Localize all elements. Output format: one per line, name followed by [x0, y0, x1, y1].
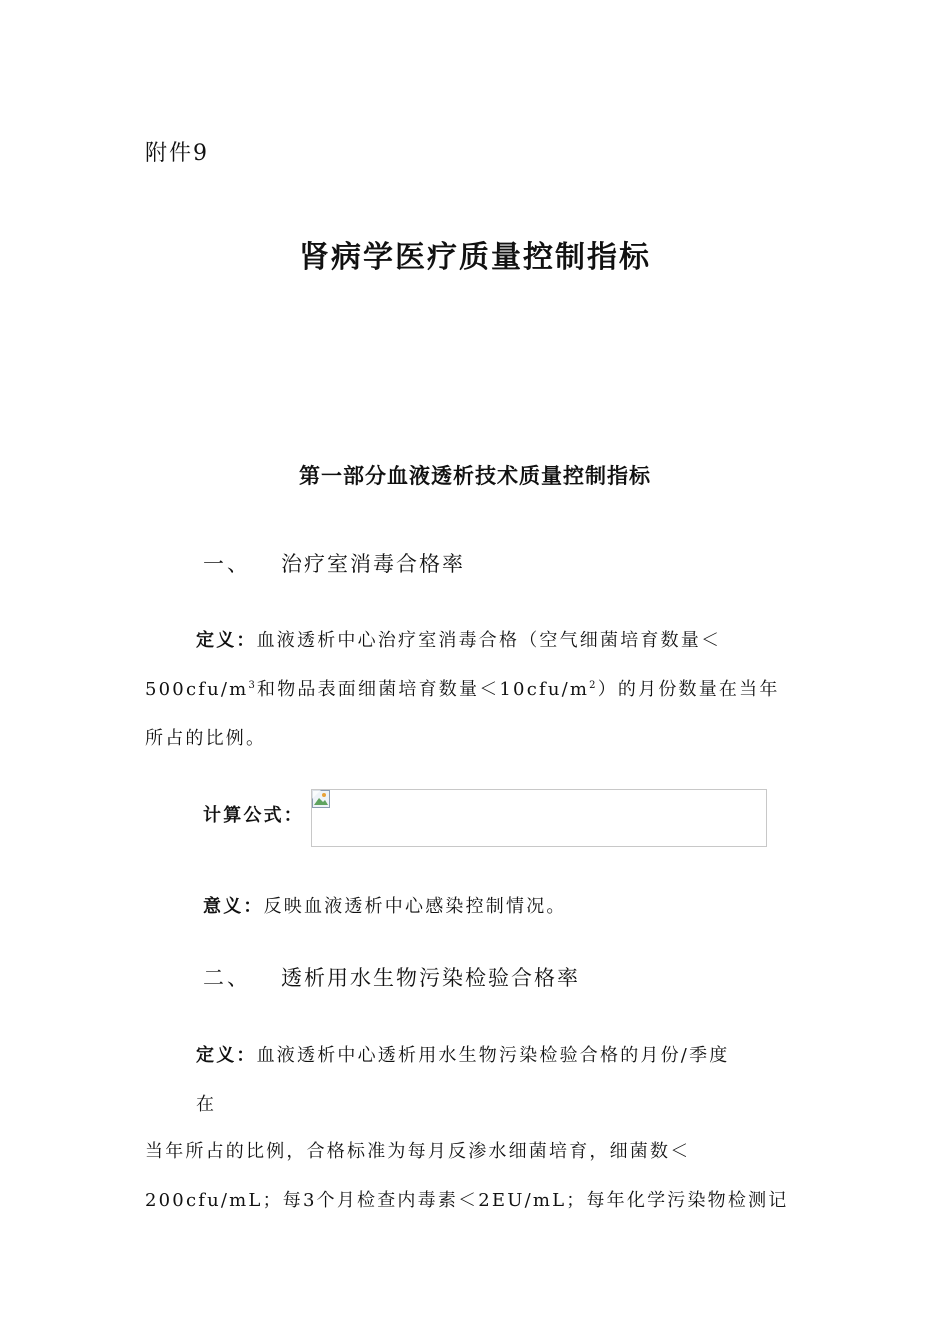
section-2-definition-line-4: 200cfu/mL；每3个月检查内毒素＜2EU/mL；每年化学污染物检测记	[145, 1190, 789, 1211]
significance-label: 意义：	[203, 896, 264, 917]
section-1-title: 治疗室消毒合格率	[281, 552, 465, 576]
section-2-title: 透析用水生物污染检验合格率	[281, 966, 580, 990]
superscript: 2	[589, 680, 598, 691]
section-2-definition-line-1	[196, 1041, 729, 1067]
definition-label: 定义：	[196, 1045, 257, 1066]
formula-image-placeholder	[311, 789, 767, 847]
definition-label: 定义：	[196, 630, 257, 651]
section-2-number: 二、	[203, 966, 251, 990]
attachment-label: 附件9	[145, 141, 209, 166]
definition-text: 血液透析中心治疗室消毒合格（空气细菌培育数量＜	[256, 630, 722, 651]
superscript: 3	[248, 680, 257, 691]
part-title: 第一部分血液透析技术质量控制指标	[299, 463, 651, 488]
definition-fragment: 500cfu/m	[145, 679, 249, 700]
significance-text: 反映血液透析中心感染控制情况。	[263, 896, 567, 917]
broken-image-icon	[312, 790, 330, 808]
section-1-definition-line-3: 所占的比例。	[145, 728, 267, 749]
formula-label: 计算公式：	[203, 805, 304, 826]
definition-fragment: 和物品表面细菌培育数量＜10cfu/m	[257, 679, 590, 700]
definition-fragment: ）的月份数量在当年	[597, 679, 780, 700]
section-1-definition-line-1	[196, 626, 721, 652]
section-1-number: 一、	[203, 552, 251, 576]
section-1-definition-line-2	[145, 675, 780, 701]
section-2-definition-line-3: 当年所占的比例，合格标准为每月反渗水细菌培育，细菌数＜	[145, 1141, 691, 1162]
section-2-definition-line-2: 在	[196, 1094, 217, 1115]
section-1-significance	[203, 892, 567, 918]
definition-text: 血液透析中心透析用水生物污染检验合格的月份/季度	[256, 1045, 730, 1066]
document-title: 肾病学医疗质量控制指标	[299, 240, 651, 275]
